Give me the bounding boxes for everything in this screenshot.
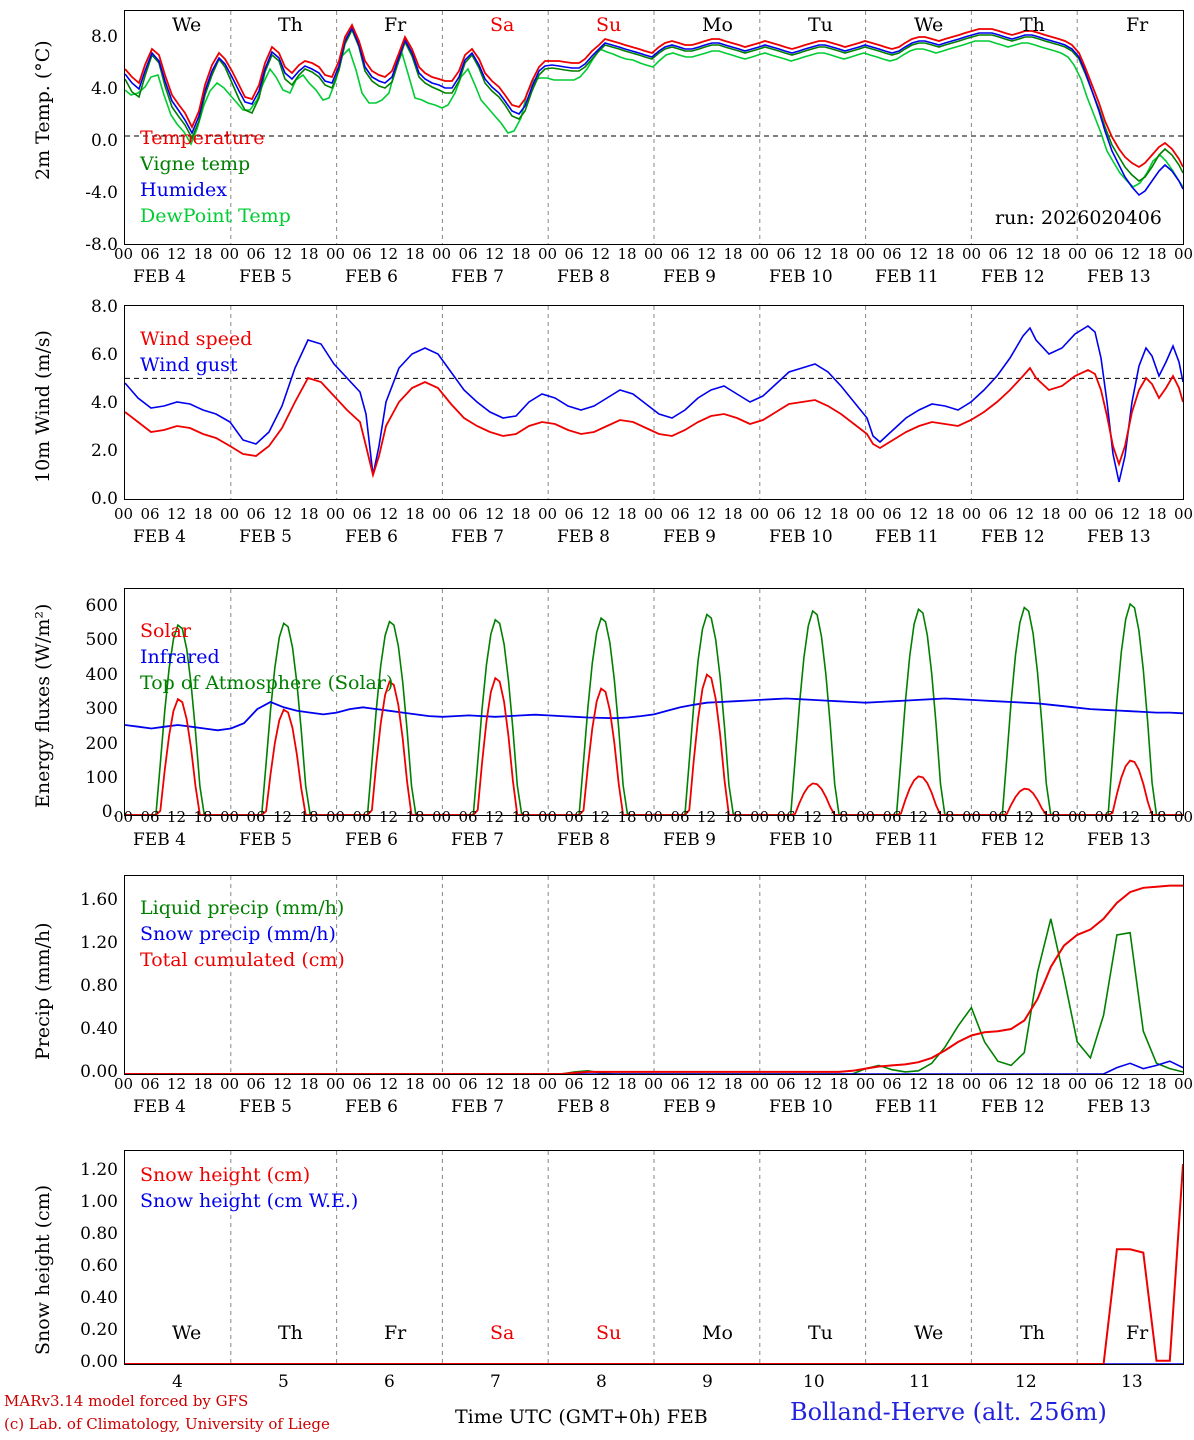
ytick: 400 [85, 665, 118, 685]
date-label: FEB 8 [557, 830, 610, 850]
day-number-label: 7 [490, 1372, 501, 1392]
hour-tick: 18 [511, 505, 531, 523]
hour-tick: 18 [617, 808, 637, 826]
panel-snow-height [0, 1140, 1194, 1375]
weekday-label: Sa [490, 14, 515, 36]
hour-tick: 00 [326, 505, 346, 523]
legend-snow-height: Snow height (cm) [140, 1164, 311, 1186]
ytick: 500 [85, 630, 118, 650]
date-label: FEB 13 [1087, 527, 1151, 547]
hour-tick: 18 [405, 808, 425, 826]
hour-tick: 18 [617, 245, 637, 263]
axis-label-precip: Precip (mm/h) [32, 922, 54, 1060]
hour-tick: 00 [538, 808, 558, 826]
ytick: 0.40 [80, 1288, 118, 1308]
hour-tick: 18 [1041, 245, 1061, 263]
hour-tick: 00 [644, 505, 664, 523]
legend-snow-precip: Snow precip (mm/h) [140, 923, 336, 945]
hour-tick: 00 [644, 245, 664, 263]
weekday-label: Th [278, 1322, 303, 1344]
hour-tick: 00 [856, 245, 876, 263]
panel-temperature [0, 0, 1194, 285]
xaxis-4 [0, 1075, 1194, 1120]
hour-tick: 00 [1174, 245, 1194, 263]
hour-tick: 00 [326, 245, 346, 263]
hour-tick: 00 [750, 505, 770, 523]
hour-tick: 06 [1094, 808, 1114, 826]
hour-tick: 12 [697, 1075, 717, 1093]
date-label: FEB 8 [557, 527, 610, 547]
footer-copyright: (c) Lab. of Climatology, University of Liege [4, 1415, 330, 1433]
hour-tick: 00 [326, 808, 346, 826]
date-label: FEB 4 [133, 267, 186, 287]
day-number-label: 9 [702, 1372, 713, 1392]
hour-tick: 06 [1094, 245, 1114, 263]
hour-tick: 00 [432, 505, 452, 523]
hour-tick: 06 [988, 505, 1008, 523]
ytick: 4.0 [90, 393, 118, 413]
run-label: run: 2026020406 [995, 207, 1162, 229]
hour-tick: 12 [485, 505, 505, 523]
hour-tick: 00 [432, 808, 452, 826]
hour-tick: 18 [193, 808, 213, 826]
ytick: 1.00 [80, 1192, 118, 1212]
weekday-label: We [914, 14, 944, 36]
date-label: FEB 9 [663, 1097, 716, 1117]
hour-tick: 06 [776, 245, 796, 263]
date-label: FEB 13 [1087, 267, 1151, 287]
legend-dewpoint: DewPoint Temp [140, 205, 291, 227]
ytick: 1.20 [80, 1160, 118, 1180]
panel-precip [0, 865, 1194, 1105]
hour-tick: 18 [511, 808, 531, 826]
weekday-label: We [914, 1322, 944, 1344]
hour-tick: 18 [935, 1075, 955, 1093]
hour-tick: 12 [803, 505, 823, 523]
hour-tick: 12 [1121, 808, 1141, 826]
date-label: FEB 11 [875, 1097, 939, 1117]
hour-tick: 06 [776, 505, 796, 523]
date-label: FEB 5 [239, 527, 292, 547]
hour-tick: 18 [1041, 808, 1061, 826]
hour-tick: 06 [882, 808, 902, 826]
hour-tick: 18 [299, 808, 319, 826]
hour-tick: 00 [538, 1075, 558, 1093]
legend-infrared: Infrared [140, 646, 220, 668]
ytick: 200 [85, 734, 118, 754]
legend-wind-speed: Wind speed [140, 328, 253, 350]
hour-tick: 00 [1174, 505, 1194, 523]
hour-tick: 12 [1121, 245, 1141, 263]
axis-label-temperature: 2m Temp. (°C) [32, 40, 54, 180]
hour-tick: 12 [485, 1075, 505, 1093]
hour-tick: 18 [193, 245, 213, 263]
date-label: FEB 10 [769, 527, 833, 547]
date-label: FEB 9 [663, 267, 716, 287]
hour-tick: 12 [167, 505, 187, 523]
date-label: FEB 12 [981, 527, 1045, 547]
hour-tick: 18 [935, 245, 955, 263]
hour-tick: 06 [564, 1075, 584, 1093]
hour-tick: 06 [458, 505, 478, 523]
date-label: FEB 6 [345, 527, 398, 547]
hour-tick: 00 [1068, 245, 1088, 263]
legend-liquid-precip: Liquid precip (mm/h) [140, 897, 345, 919]
date-label: FEB 13 [1087, 1097, 1151, 1117]
hour-tick: 18 [299, 245, 319, 263]
date-label: FEB 5 [239, 830, 292, 850]
hour-tick: 12 [1015, 1075, 1035, 1093]
axis-label-wind: 10m Wind (m/s) [32, 330, 54, 483]
hour-tick: 12 [909, 505, 929, 523]
hour-tick: 00 [962, 1075, 982, 1093]
hour-tick: 18 [511, 1075, 531, 1093]
ytick: 0.00 [80, 1352, 118, 1372]
hour-tick: 00 [220, 245, 240, 263]
hour-tick: 12 [485, 808, 505, 826]
date-label: FEB 7 [451, 267, 504, 287]
xaxis-3 [0, 808, 1194, 853]
hour-tick: 06 [670, 1075, 690, 1093]
hour-tick: 06 [140, 505, 160, 523]
hour-tick: 06 [140, 808, 160, 826]
weekday-label: Fr [384, 1322, 407, 1344]
hour-tick: 12 [167, 808, 187, 826]
day-number-label: 10 [803, 1372, 825, 1392]
hour-tick: 18 [405, 1075, 425, 1093]
hour-tick: 06 [458, 808, 478, 826]
weekday-label: Th [278, 14, 303, 36]
hour-tick: 06 [140, 1075, 160, 1093]
hour-tick: 06 [246, 245, 266, 263]
hour-tick: 18 [935, 808, 955, 826]
hour-tick: 18 [511, 245, 531, 263]
ytick: 0.60 [80, 1256, 118, 1276]
hour-tick: 12 [379, 1075, 399, 1093]
hour-tick: 12 [803, 1075, 823, 1093]
hour-tick: 06 [776, 1075, 796, 1093]
date-label: FEB 7 [451, 527, 504, 547]
hour-tick: 00 [962, 245, 982, 263]
hour-tick: 18 [405, 505, 425, 523]
hour-tick: 18 [829, 808, 849, 826]
hour-tick: 12 [379, 505, 399, 523]
axis-label-snow: Snow height (cm) [32, 1184, 54, 1355]
date-label: FEB 12 [981, 267, 1045, 287]
hour-tick: 12 [909, 1075, 929, 1093]
legend-toa-solar: Top of Atmosphere (Solar) [140, 672, 394, 694]
ytick: 0.00 [80, 1062, 118, 1082]
hour-tick: 00 [432, 245, 452, 263]
hour-tick: 00 [1174, 1075, 1194, 1093]
legend-wind-gust: Wind gust [140, 354, 238, 376]
hour-tick: 00 [856, 1075, 876, 1093]
weekday-label: Tu [808, 1322, 833, 1344]
hour-tick: 12 [591, 808, 611, 826]
hour-tick: 06 [882, 1075, 902, 1093]
date-label: FEB 12 [981, 1097, 1045, 1117]
date-label: FEB 11 [875, 830, 939, 850]
hour-tick: 06 [882, 245, 902, 263]
hour-tick: 06 [246, 1075, 266, 1093]
ytick: 1.60 [80, 890, 118, 910]
hour-tick: 12 [803, 808, 823, 826]
hour-tick: 00 [220, 808, 240, 826]
date-label: FEB 7 [451, 1097, 504, 1117]
hour-tick: 06 [1094, 1075, 1114, 1093]
hour-tick: 18 [723, 505, 743, 523]
ytick: 1.20 [80, 933, 118, 953]
hour-tick: 18 [723, 808, 743, 826]
date-label: FEB 13 [1087, 830, 1151, 850]
hour-tick: 00 [114, 505, 134, 523]
hour-tick: 12 [273, 808, 293, 826]
hour-tick: 00 [220, 1075, 240, 1093]
ytick: 0.20 [80, 1320, 118, 1340]
hour-tick: 06 [352, 245, 372, 263]
legend-solar: Solar [140, 620, 191, 642]
hour-tick: 12 [591, 505, 611, 523]
date-label: FEB 4 [133, 1097, 186, 1117]
hour-tick: 12 [803, 245, 823, 263]
ytick: 8.0 [90, 297, 118, 317]
hour-tick: 12 [167, 245, 187, 263]
hour-tick: 00 [114, 1075, 134, 1093]
hour-tick: 12 [697, 505, 717, 523]
weekday-label: Th [1020, 1322, 1045, 1344]
date-label: FEB 12 [981, 830, 1045, 850]
day-number-label: 11 [909, 1372, 931, 1392]
xaxis-2 [0, 505, 1194, 550]
hour-tick: 18 [723, 1075, 743, 1093]
ytick: 600 [85, 596, 118, 616]
hour-tick: 06 [1094, 505, 1114, 523]
hour-tick: 18 [1147, 505, 1167, 523]
hour-tick: 00 [432, 1075, 452, 1093]
hour-tick: 06 [564, 505, 584, 523]
hour-tick: 12 [379, 245, 399, 263]
date-label: FEB 10 [769, 1097, 833, 1117]
hour-tick: 06 [564, 808, 584, 826]
hour-tick: 12 [273, 1075, 293, 1093]
legend-snow-height-we: Snow height (cm W.E.) [140, 1190, 359, 1212]
hour-tick: 00 [1174, 808, 1194, 826]
date-label: FEB 6 [345, 267, 398, 287]
hour-tick: 06 [458, 245, 478, 263]
hour-tick: 00 [750, 245, 770, 263]
hour-tick: 18 [193, 505, 213, 523]
hour-tick: 06 [352, 808, 372, 826]
hour-tick: 06 [246, 505, 266, 523]
hour-tick: 12 [909, 245, 929, 263]
weekday-label: We [172, 14, 202, 36]
hour-tick: 12 [591, 1075, 611, 1093]
hour-tick: 06 [882, 505, 902, 523]
plot-area-energy [124, 588, 1184, 816]
weekday-label: Su [596, 14, 622, 36]
weekday-label: Tu [808, 14, 833, 36]
hour-tick: 18 [1147, 245, 1167, 263]
ytick: 0.80 [80, 1224, 118, 1244]
ytick: 0.80 [80, 976, 118, 996]
hour-tick: 18 [829, 505, 849, 523]
footer-model-credit: MARv3.14 model forced by GFS [4, 1392, 249, 1410]
hour-tick: 12 [909, 808, 929, 826]
hour-tick: 06 [670, 245, 690, 263]
footer-time-axis-label: Time UTC (GMT+0h) FEB [455, 1406, 708, 1428]
hour-tick: 00 [538, 505, 558, 523]
ytick: 6.0 [90, 345, 118, 365]
weekday-label: Fr [1126, 1322, 1149, 1344]
weekday-label: Su [596, 1322, 622, 1344]
hour-tick: 00 [644, 808, 664, 826]
hour-tick: 18 [299, 1075, 319, 1093]
hour-tick: 12 [1121, 1075, 1141, 1093]
hour-tick: 06 [352, 1075, 372, 1093]
date-label: FEB 9 [663, 527, 716, 547]
hour-tick: 12 [697, 808, 717, 826]
legend-humidex: Humidex [140, 179, 228, 201]
day-number-label: 6 [384, 1372, 395, 1392]
hour-tick: 00 [114, 245, 134, 263]
date-label: FEB 8 [557, 1097, 610, 1117]
day-number-label: 12 [1015, 1372, 1037, 1392]
ytick: 8.0 [90, 27, 118, 47]
ytick: 100 [85, 768, 118, 788]
hour-tick: 00 [114, 808, 134, 826]
hour-tick: 18 [617, 505, 637, 523]
date-label: FEB 9 [663, 830, 716, 850]
hour-tick: 18 [299, 505, 319, 523]
hour-tick: 12 [1015, 505, 1035, 523]
hour-tick: 06 [988, 1075, 1008, 1093]
hour-tick: 12 [273, 505, 293, 523]
date-label: FEB 5 [239, 267, 292, 287]
hour-tick: 06 [776, 808, 796, 826]
axis-label-energy: Energy fluxes (W/m²) [32, 603, 54, 808]
footer-station-name: Bolland-Herve (alt. 256m) [790, 1398, 1107, 1426]
hour-tick: 12 [591, 245, 611, 263]
hour-tick: 00 [750, 1075, 770, 1093]
weekday-label: Mo [702, 14, 733, 36]
hour-tick: 12 [379, 808, 399, 826]
ytick: 0. [101, 802, 118, 822]
hour-tick: 06 [670, 505, 690, 523]
hour-tick: 12 [1015, 245, 1035, 263]
hour-tick: 06 [988, 808, 1008, 826]
legend-vigne-temp: Vigne temp [140, 153, 251, 175]
hour-tick: 00 [220, 505, 240, 523]
hour-tick: 00 [750, 808, 770, 826]
hour-tick: 00 [644, 1075, 664, 1093]
date-label: FEB 6 [345, 1097, 398, 1117]
day-number-label: 4 [172, 1372, 183, 1392]
hour-tick: 12 [167, 1075, 187, 1093]
hour-tick: 06 [140, 245, 160, 263]
hour-tick: 18 [1041, 505, 1061, 523]
date-label: FEB 4 [133, 527, 186, 547]
date-label: FEB 10 [769, 267, 833, 287]
ytick: 0.0 [90, 131, 118, 151]
hour-tick: 12 [485, 245, 505, 263]
hour-tick: 18 [193, 1075, 213, 1093]
date-label: FEB 11 [875, 527, 939, 547]
hour-tick: 18 [723, 245, 743, 263]
ytick: -8.0 [85, 235, 118, 255]
ytick: 300 [85, 699, 118, 719]
weekday-label: Mo [702, 1322, 733, 1344]
plot-area-wind [124, 305, 1184, 500]
legend-total-cumulated: Total cumulated (cm) [140, 949, 345, 971]
date-label: FEB 7 [451, 830, 504, 850]
date-label: FEB 8 [557, 267, 610, 287]
day-number-label: 5 [278, 1372, 289, 1392]
weekday-label: We [172, 1322, 202, 1344]
hour-tick: 18 [405, 245, 425, 263]
hour-tick: 06 [670, 808, 690, 826]
hour-tick: 06 [458, 1075, 478, 1093]
hour-tick: 00 [856, 808, 876, 826]
hour-tick: 00 [856, 505, 876, 523]
weekday-label: Fr [384, 14, 407, 36]
ytick: 0.40 [80, 1019, 118, 1039]
hour-tick: 18 [617, 1075, 637, 1093]
hour-tick: 18 [935, 505, 955, 523]
date-label: FEB 4 [133, 830, 186, 850]
hour-tick: 12 [1121, 505, 1141, 523]
ytick: 4.0 [90, 79, 118, 99]
date-label: FEB 11 [875, 267, 939, 287]
hour-tick: 18 [829, 1075, 849, 1093]
hour-tick: 06 [246, 808, 266, 826]
hour-tick: 12 [697, 245, 717, 263]
hour-tick: 06 [564, 245, 584, 263]
weekday-label: Fr [1126, 14, 1149, 36]
ytick: 2.0 [90, 441, 118, 461]
panel-energy-fluxes [0, 580, 1194, 830]
day-number-label: 13 [1121, 1372, 1143, 1392]
hour-tick: 06 [352, 505, 372, 523]
legend-temperature: Temperature [140, 127, 265, 149]
hour-tick: 12 [273, 245, 293, 263]
hour-tick: 00 [962, 505, 982, 523]
panel-wind [0, 295, 1194, 540]
hour-tick: 00 [962, 808, 982, 826]
hour-tick: 18 [1147, 1075, 1167, 1093]
xaxis-1 [0, 245, 1194, 290]
hour-tick: 18 [829, 245, 849, 263]
date-label: FEB 5 [239, 1097, 292, 1117]
hour-tick: 00 [1068, 1075, 1088, 1093]
day-number-label: 8 [596, 1372, 607, 1392]
hour-tick: 00 [1068, 808, 1088, 826]
date-label: FEB 6 [345, 830, 398, 850]
hour-tick: 18 [1041, 1075, 1061, 1093]
ytick: 0.0 [90, 489, 118, 509]
weekday-label: Th [1020, 14, 1045, 36]
hour-tick: 12 [1015, 808, 1035, 826]
weekday-label: Sa [490, 1322, 515, 1344]
hour-tick: 18 [1147, 808, 1167, 826]
hour-tick: 00 [538, 245, 558, 263]
hour-tick: 00 [1068, 505, 1088, 523]
ytick: -4.0 [85, 183, 118, 203]
hour-tick: 00 [326, 1075, 346, 1093]
date-label: FEB 10 [769, 830, 833, 850]
hour-tick: 06 [988, 245, 1008, 263]
